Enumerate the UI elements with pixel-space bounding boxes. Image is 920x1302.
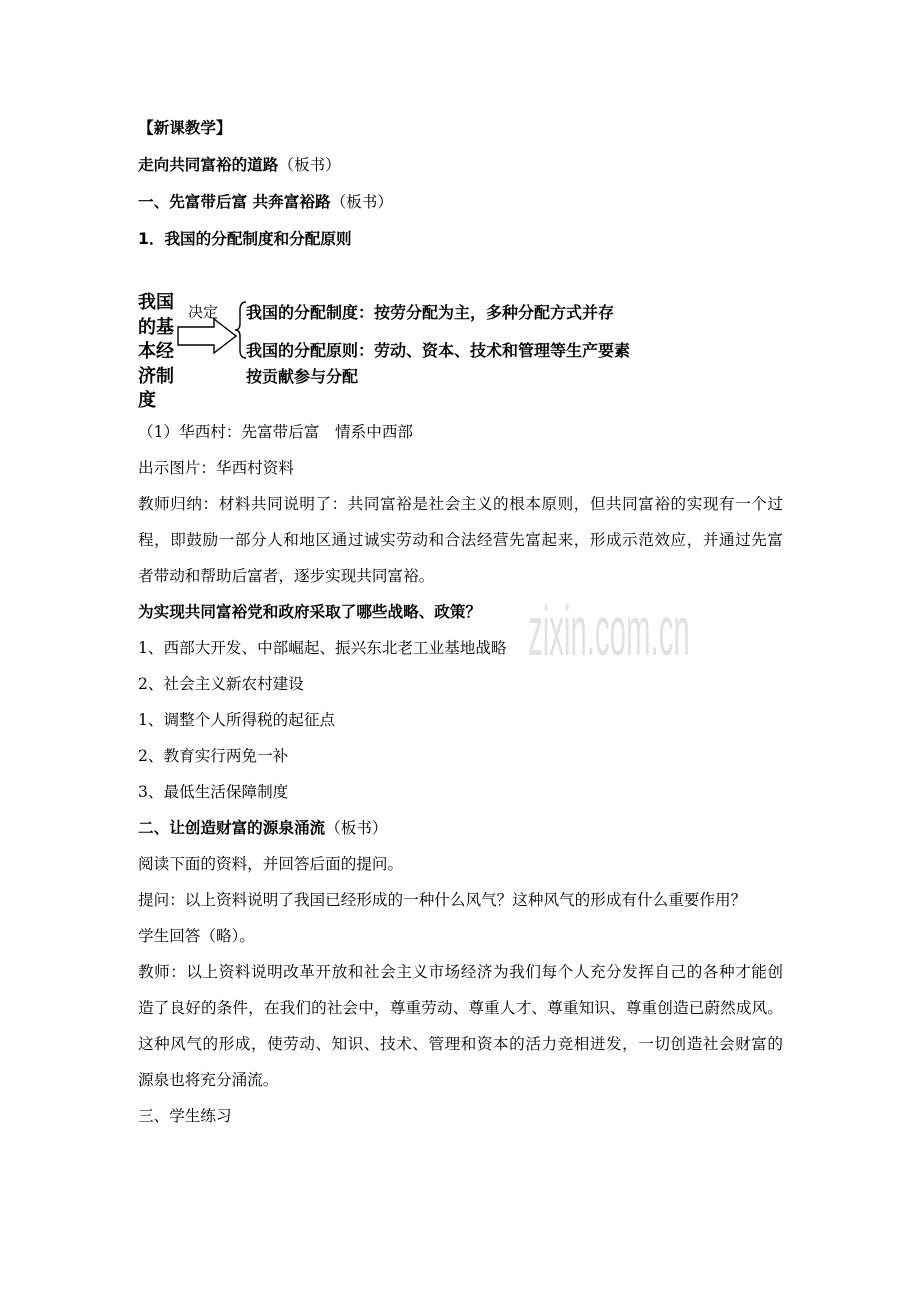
diagram-source-box: 我国的基本经济制度 (138, 292, 174, 411)
part-two-heading-note: （板书） (325, 819, 388, 837)
part-one-heading (138, 184, 783, 221)
teacher-remark-line: 教师：以上资料说明改革开放和社会主义市场经济为我们每个人充分发挥自己的各种才能创 (138, 963, 783, 981)
part-one-subheading: 1．我国的分配制度和分配原则 (138, 230, 352, 248)
watermark: zixin.com.cn (528, 592, 690, 670)
part-two-heading-text: 二、让创造财富的源泉涌流 (138, 819, 326, 837)
section-label: 【新课教学】 (138, 119, 232, 137)
teacher-remark-line: 这种风气的形成，使劳动、知识、技术、管理和资本的活力竞相迸发，一切创造社会财富的 (138, 1035, 783, 1053)
teacher-remark-line: 源泉也将充分涌流。 (138, 1071, 279, 1089)
list-item: 3、最低生活保障制度 (138, 783, 289, 801)
arrow-shape (178, 319, 236, 353)
measures-list (138, 630, 783, 810)
policy-question: 为实现共同富裕党和政府采取了哪些战略、政策？ (138, 603, 482, 621)
list-item: 2、社会主义新农村建设 (138, 675, 304, 693)
list-item: 1、西部大开发、中部崛起、振兴东北老工业基地战略 (138, 639, 507, 657)
lesson-title-note: （板书） (278, 156, 341, 174)
huaxi-village-item: （1）华西村：先富带后富 情系中西部 (138, 423, 414, 441)
teacher-remark-paragraph (138, 954, 783, 1098)
part-three-heading: 三、学生练习 (138, 1107, 232, 1125)
teacher-summary-line: 者带动和帮助后富者，逐步实现共同富裕。 (138, 567, 435, 585)
reading-prompt: 阅读下面的资料，并回答后面的提问。 (138, 855, 404, 873)
lesson-title (138, 147, 783, 184)
diagram-arrow-label: 决定 (188, 303, 219, 321)
diagram-branch-distribution-principle: 我国的分配原则：劳动、资本、技术和管理等生产要素按贡献参与分配 (246, 341, 631, 386)
diagram-branch-distribution-system: 我国的分配制度：按劳分配为主，多种分配方式并存 (246, 303, 615, 322)
lesson-header-block (138, 110, 783, 258)
list-item: 1、调整个人所得税的起征点 (138, 711, 336, 729)
teacher-summary-paragraph (138, 486, 783, 594)
list-item: 2、教育实行两免一补 (138, 747, 289, 765)
lesson-title-text: 走向共同富裕的道路 (138, 156, 279, 174)
part-one-heading-note: （板书） (330, 193, 393, 211)
teacher-summary-line: 教师归纳：材料共同说明了：共同富裕是社会主义的根本原则，但共同富裕的实现有一个过 (138, 495, 783, 513)
question-line: 提问：以上资料说明了我国已经形成的一种什么风气？这种风气的形成有什么重要作用？ (138, 891, 747, 909)
teacher-summary-line: 程，即鼓励一部分人和地区通过诚实劳动和合法经营先富起来，形成示范效应，并通过先富 (138, 531, 783, 549)
student-answer-line: 学生回答（略）。 (138, 927, 255, 945)
lesson-body (138, 414, 783, 1134)
brace-shape (235, 302, 246, 358)
teacher-remark-line: 造了良好的条件，在我们的社会中，尊重劳动、尊重人才、尊重知识、尊重创造已蔚然成风。 (138, 999, 783, 1017)
part-two-heading (138, 810, 783, 846)
part-one-heading-text: 一、先富带后富 共奔富裕路 (138, 193, 331, 211)
show-picture-line: 出示图片：华西村资料 (138, 459, 294, 477)
